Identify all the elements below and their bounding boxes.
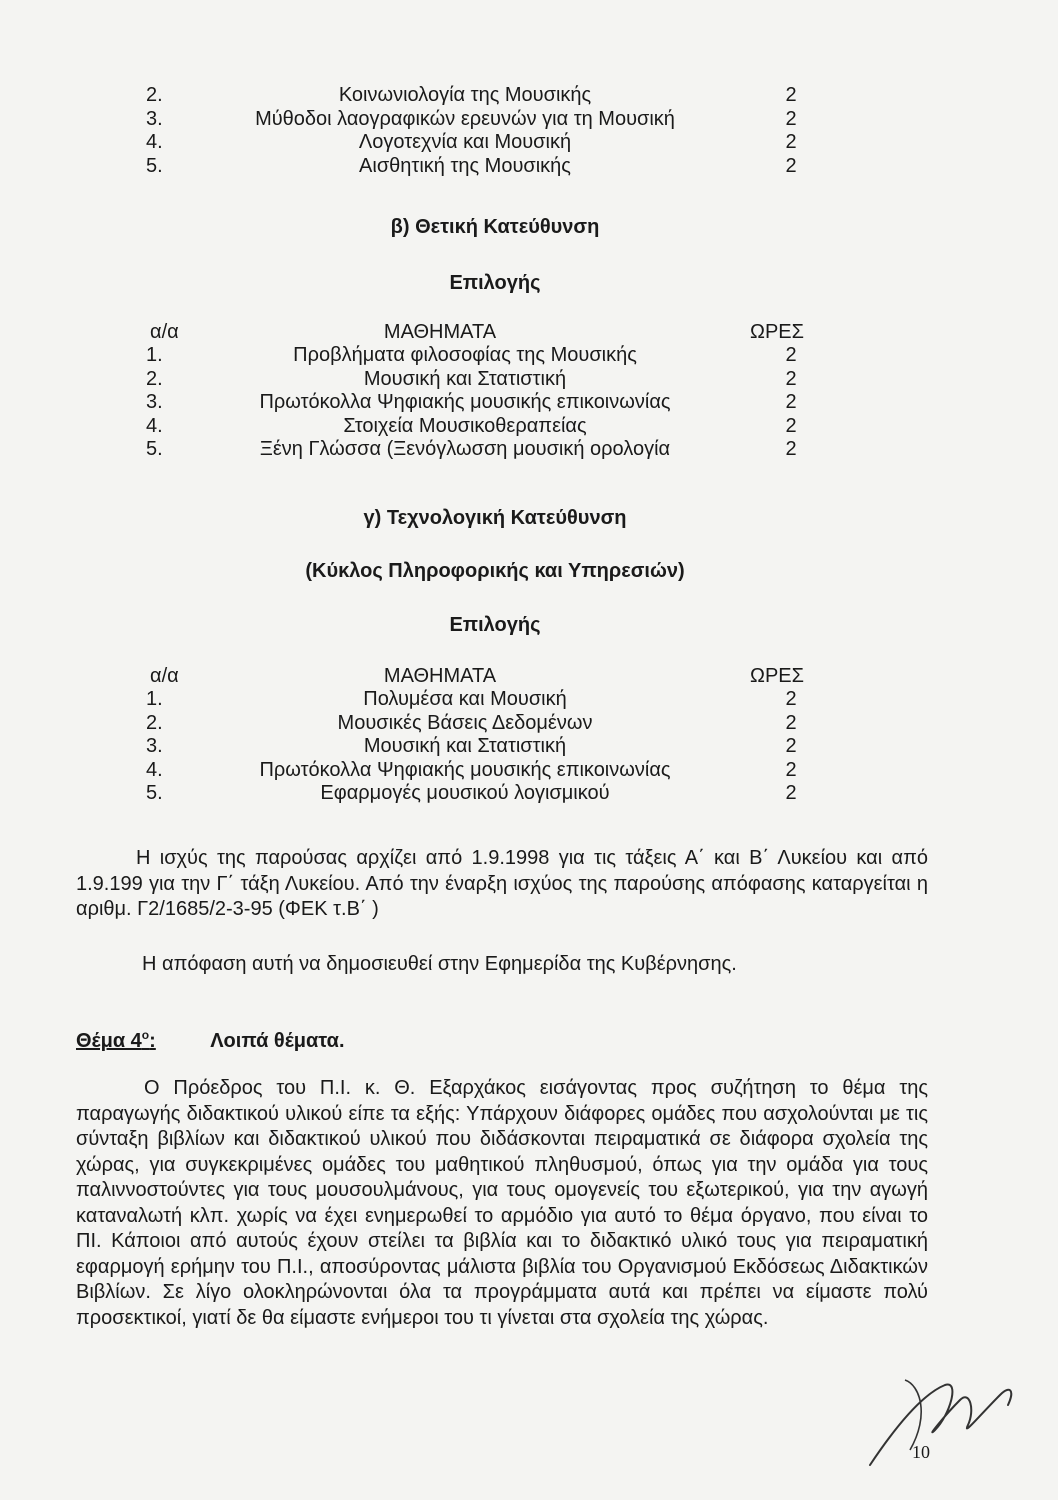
- table-header: [0, 664, 1058, 688]
- row-hours: 2: [785, 414, 797, 437]
- item-name: Αισθητική της Μουσικής: [359, 154, 571, 177]
- row-name: Εφαρμογές μουσικού λογισμικού: [320, 782, 610, 804]
- row-hours: 2: [785, 711, 797, 734]
- list-item: [0, 84, 1058, 108]
- item-hours: 2: [785, 131, 797, 153]
- row-hours: 2: [785, 391, 797, 413]
- section-b-table: [0, 320, 1058, 462]
- header-subjects: ΜΑΘΗΜΑΤΑ: [383, 665, 497, 687]
- section-c-subtitle: Επιλογής: [449, 614, 541, 636]
- row-name: Μουσικές Βάσεις Δεδομένων: [337, 711, 593, 734]
- section-c-table: [0, 664, 1058, 806]
- publication-paragraph: [76, 952, 928, 978]
- publication-text: Η απόφαση αυτή να δημοσιευθεί στην Εφημερίδα της Κυβέρνησης.: [142, 953, 737, 975]
- table-row: [0, 688, 1058, 712]
- signature-mark: [850, 1355, 1030, 1475]
- item-hours: 2: [785, 84, 797, 106]
- section-c-title-2: (Κύκλος Πληροφορικής και Υπηρεσιών): [305, 560, 685, 582]
- item-number: 4.: [146, 131, 163, 153]
- table-row: [0, 391, 1058, 415]
- table-row: [0, 782, 1058, 806]
- row-hours: 2: [785, 438, 797, 460]
- row-name: Πρωτόκολλα Ψηφιακής μουσικής επικοινωνίας: [259, 391, 671, 413]
- row-number: 3.: [146, 391, 163, 413]
- table-row: [0, 712, 1058, 736]
- table-row: [0, 415, 1058, 439]
- subject-4-title: Λοιπά θέματα.: [210, 1030, 345, 1052]
- row-name: Μουσική και Στατιστική: [363, 367, 567, 390]
- row-number: 2.: [146, 367, 163, 390]
- row-name: Μουσική και Στατιστική: [363, 735, 567, 757]
- row-name: Πολυμέσα και Μουσική: [363, 688, 567, 710]
- list-item: [0, 155, 1058, 179]
- header-hours: ΩΡΕΣ: [750, 665, 804, 687]
- item-number: 3.: [146, 107, 163, 130]
- row-number: 3.: [146, 735, 163, 757]
- top-subject-list: [0, 84, 1058, 178]
- table-header: [0, 320, 1058, 344]
- section-c-title: γ) Τεχνολογική Κατεύθυνση: [363, 507, 627, 529]
- header-aa: α/α: [150, 321, 179, 343]
- row-hours: 2: [785, 782, 797, 804]
- row-name: Προβλήματα φιλοσοφίας της Μουσικής: [293, 344, 637, 366]
- table-row: [0, 735, 1058, 759]
- row-hours: 2: [785, 344, 797, 366]
- row-number: 5.: [146, 782, 163, 804]
- item-hours: 2: [785, 107, 797, 130]
- row-number: 1.: [146, 688, 163, 710]
- header-hours: ΩΡΕΣ: [750, 321, 804, 343]
- row-name: Πρωτόκολλα Ψηφιακής μουσικής επικοινωνίας: [259, 758, 671, 781]
- row-hours: 2: [785, 758, 797, 781]
- row-number: 1.: [146, 344, 163, 366]
- row-name: Ξένη Γλώσσα (Ξενόγλωσση μουσική ορολογία: [259, 438, 671, 460]
- header-aa: α/α: [150, 665, 179, 687]
- item-name: Μύθοδοι λαογραφικών ερευνών για τη Μουσική: [255, 107, 675, 130]
- table-row: [0, 759, 1058, 783]
- row-number: 4.: [146, 414, 163, 437]
- item-name: Λογοτεχνία και Μουσική: [358, 131, 572, 153]
- item-number: 5.: [146, 154, 163, 177]
- list-item: [0, 108, 1058, 132]
- section-b-subtitle: Επιλογής: [449, 272, 541, 294]
- subject-4-heading: [76, 1028, 345, 1053]
- row-number: 5.: [146, 438, 163, 460]
- body-text: Ο Πρόεδρος του Π.Ι. κ. Θ. Εξαρχάκος εισάγοντας προς συζήτηση το θέμα της παραγωγής διδακτικού υλικού είπε τα εξής: Υπάρχουν διάφορες ομάδες που ασχολούνται με τις σύνταξη βιβλίων και διδακτικού υλικού που διδάσκονται πειραματικά σε διάφορα σχολεία της χώρας, για συγκεκριμένες ομάδες του μαθητικού πληθυσμού, όπως για την ομάδα για τους παλιννοστούντες για τους μουσουλμάνους, για τους ομογενείς του εξωτερικού, για την αγωγή καταναλωτή κλπ. χωρίς να έχει ενημερωθεί το αρμόδιο για αυτό το θέμα όργανο, που είναι το ΠΙ. Κάποιοι από αυτούς έχουν στείλει τα βιβλία και το διδακτικό υλικό τους για πειραματική εφαρμογή ερήμην του Π.Ι., αποσύροντας μάλιστα βιβλία του Οργανισμού Εκδόσεως Διδακτικών Βιβλίων. Σε λίγο ολοκληρώνονται όλα τα προγράμματα αυτά και πρέπει να είμαστε πολύ προσεκτικοί, γιατί δε θα είμαστε ενήμεροι του τι γίνεται στα σχολεία της χώρας.: [76, 1077, 928, 1329]
- table-row: [0, 344, 1058, 368]
- table-row: [0, 438, 1058, 462]
- item-name: Κοινωνιολογία της Μουσικής: [338, 84, 592, 106]
- item-hours: 2: [785, 154, 797, 177]
- section-b-title: β) Θετική Κατεύθυνση: [390, 216, 600, 238]
- page-number: 10: [912, 1442, 930, 1462]
- list-item: [0, 131, 1058, 155]
- item-number: 2.: [146, 84, 163, 106]
- row-number: 2.: [146, 711, 163, 734]
- row-hours: 2: [785, 688, 797, 710]
- row-hours: 2: [785, 367, 797, 390]
- header-subjects: ΜΑΘΗΜΑΤΑ: [383, 321, 497, 343]
- subject-4-label: Θέμα $4^o$:: [76, 1028, 156, 1052]
- validity-paragraph: [76, 846, 928, 923]
- validity-text: Η ισχύς της παρούσας αρχίζει από 1.9.1998 για τις τάξεις Α΄ και Β΄ Λυκείου και από 1.9.199 για την Γ΄ τάξη Λυκείου. Από την έναρξη ισχύος της παρούσης απόφασης καταργείται η αριθμ. Γ2/1685/2-3-95 (ΦΕΚ τ.Β΄ ): [76, 847, 928, 920]
- row-hours: 2: [785, 735, 797, 757]
- table-row: [0, 368, 1058, 392]
- body-paragraph: [76, 1076, 928, 1331]
- row-name: Στοιχεία Μουσικοθεραπείας: [343, 414, 587, 437]
- row-number: 4.: [146, 758, 163, 781]
